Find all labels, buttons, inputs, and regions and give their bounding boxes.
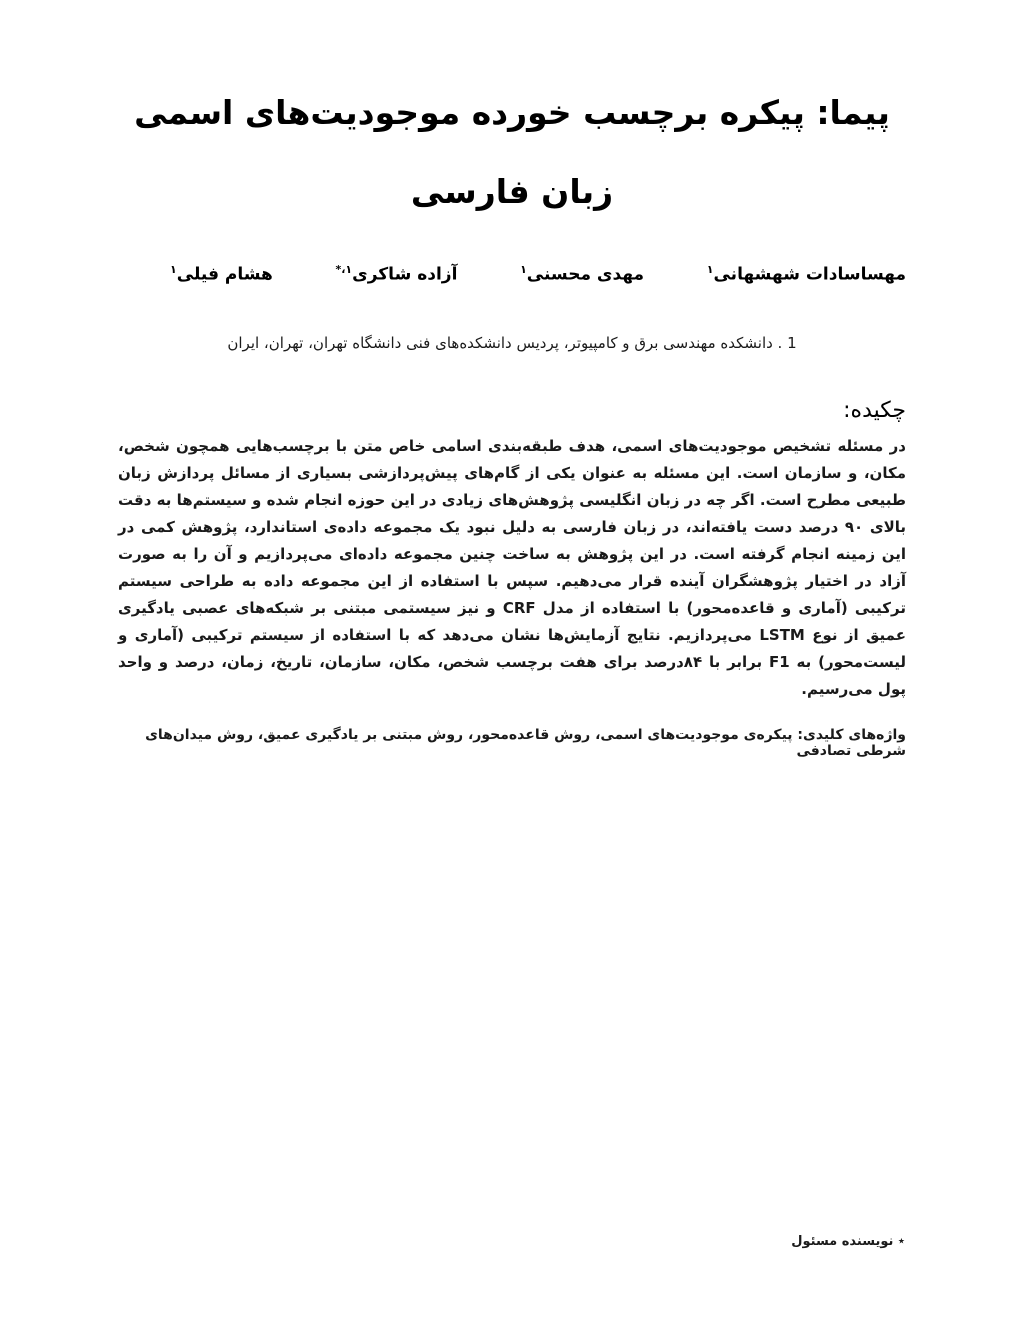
authors-row: [118, 263, 906, 285]
abstract-heading: چکیده:: [843, 398, 906, 424]
author-3: [335, 263, 457, 285]
author-4-name: هشام فیلی: [176, 264, 273, 285]
author-2-name: مهدی محسنی: [526, 264, 645, 285]
author-4-affiliation-mark: ۱: [170, 262, 177, 276]
author-1: [707, 263, 906, 285]
keywords-line: واژه‌های کلیدی: پیکره‌ی موجودیت‌های اسمی، روش قاعده‌محور، روش مبتنی بر یادگیری عمیق، روش میدان‌های شرطی تصادفی: [145, 727, 906, 760]
author-2: [520, 263, 644, 285]
author-3-affiliation-mark: ۱،*: [335, 262, 353, 276]
affiliation-line: 1 . دانشکده مهندسی برق و کامپیوتر، پردیس دانشکده‌های فنی دانشگاه تهران، تهران، ایران: [227, 334, 797, 353]
author-4: [170, 263, 273, 285]
author-1-affiliation-mark: ۱: [706, 262, 714, 276]
author-2-affiliation-mark: ۱: [520, 262, 527, 276]
paper-title: [118, 0, 906, 213]
corresponding-author-footnote: ٭ نویسنده مسئول: [791, 1234, 905, 1249]
author-1-name: مهساسادات شهشهانی: [713, 264, 906, 285]
paper-title-line1: پیما: پیکره برچسب خورده موجودیت‌های اسمی: [134, 93, 890, 132]
author-3-name: آزاده شاکری: [352, 264, 458, 285]
paper-title-line2: زبان فارسی: [410, 172, 614, 212]
abstract-text: در مسئله تشخیص موجودیت‌های اسمی، هدف طبقه‌بندی اسامی خاص متن با برچسب‌هایی همچون شخص، مکان، و سازمان است. این مسئله به عنوان یکی از گام‌های پیش‌پردازشی بسیاری از مسائل پردازش زبان طبیعی مطرح است. اگر چه در زبان انگلیسی پژوهش‌های زیادی در این حوزه انجام شده و سیستم‌ها به دقت بالای ۹۰ درصد دست یافته‌اند، در زبان فارسی به دلیل نبود یک مجموعه داده‌ی استاندارد، پژوهش کمی در این زمینه انجام گرفته است. در این پژوهش به ساخت چنین مجموعه داده‌ای می‌پردازیم و آن را به صورت آزاد در اختیار پژوهشگران آینده قرار می‌دهیم. سپس با استفاده از این مجموعه داده به طراحی سیستم ترکیبی (آماری و قاعده‌محور) با استفاده از مدل CRF و نیز سیستمی مبتنی بر شبکه‌های عصبی یادگیری عمیق از نوع LSTM می‌پردازیم. نتایج آزمایش‌ها نشان می‌دهد که با استفاده از سیستم ترکیبی (آماری و لیست‌محور) به F1 برابر با ۸۴درصد برای هفت برچسب شخص، مکان، سازمان، تاریخ، زمان، درصد و واحد پول می‌رسیم.: [118, 437, 906, 699]
